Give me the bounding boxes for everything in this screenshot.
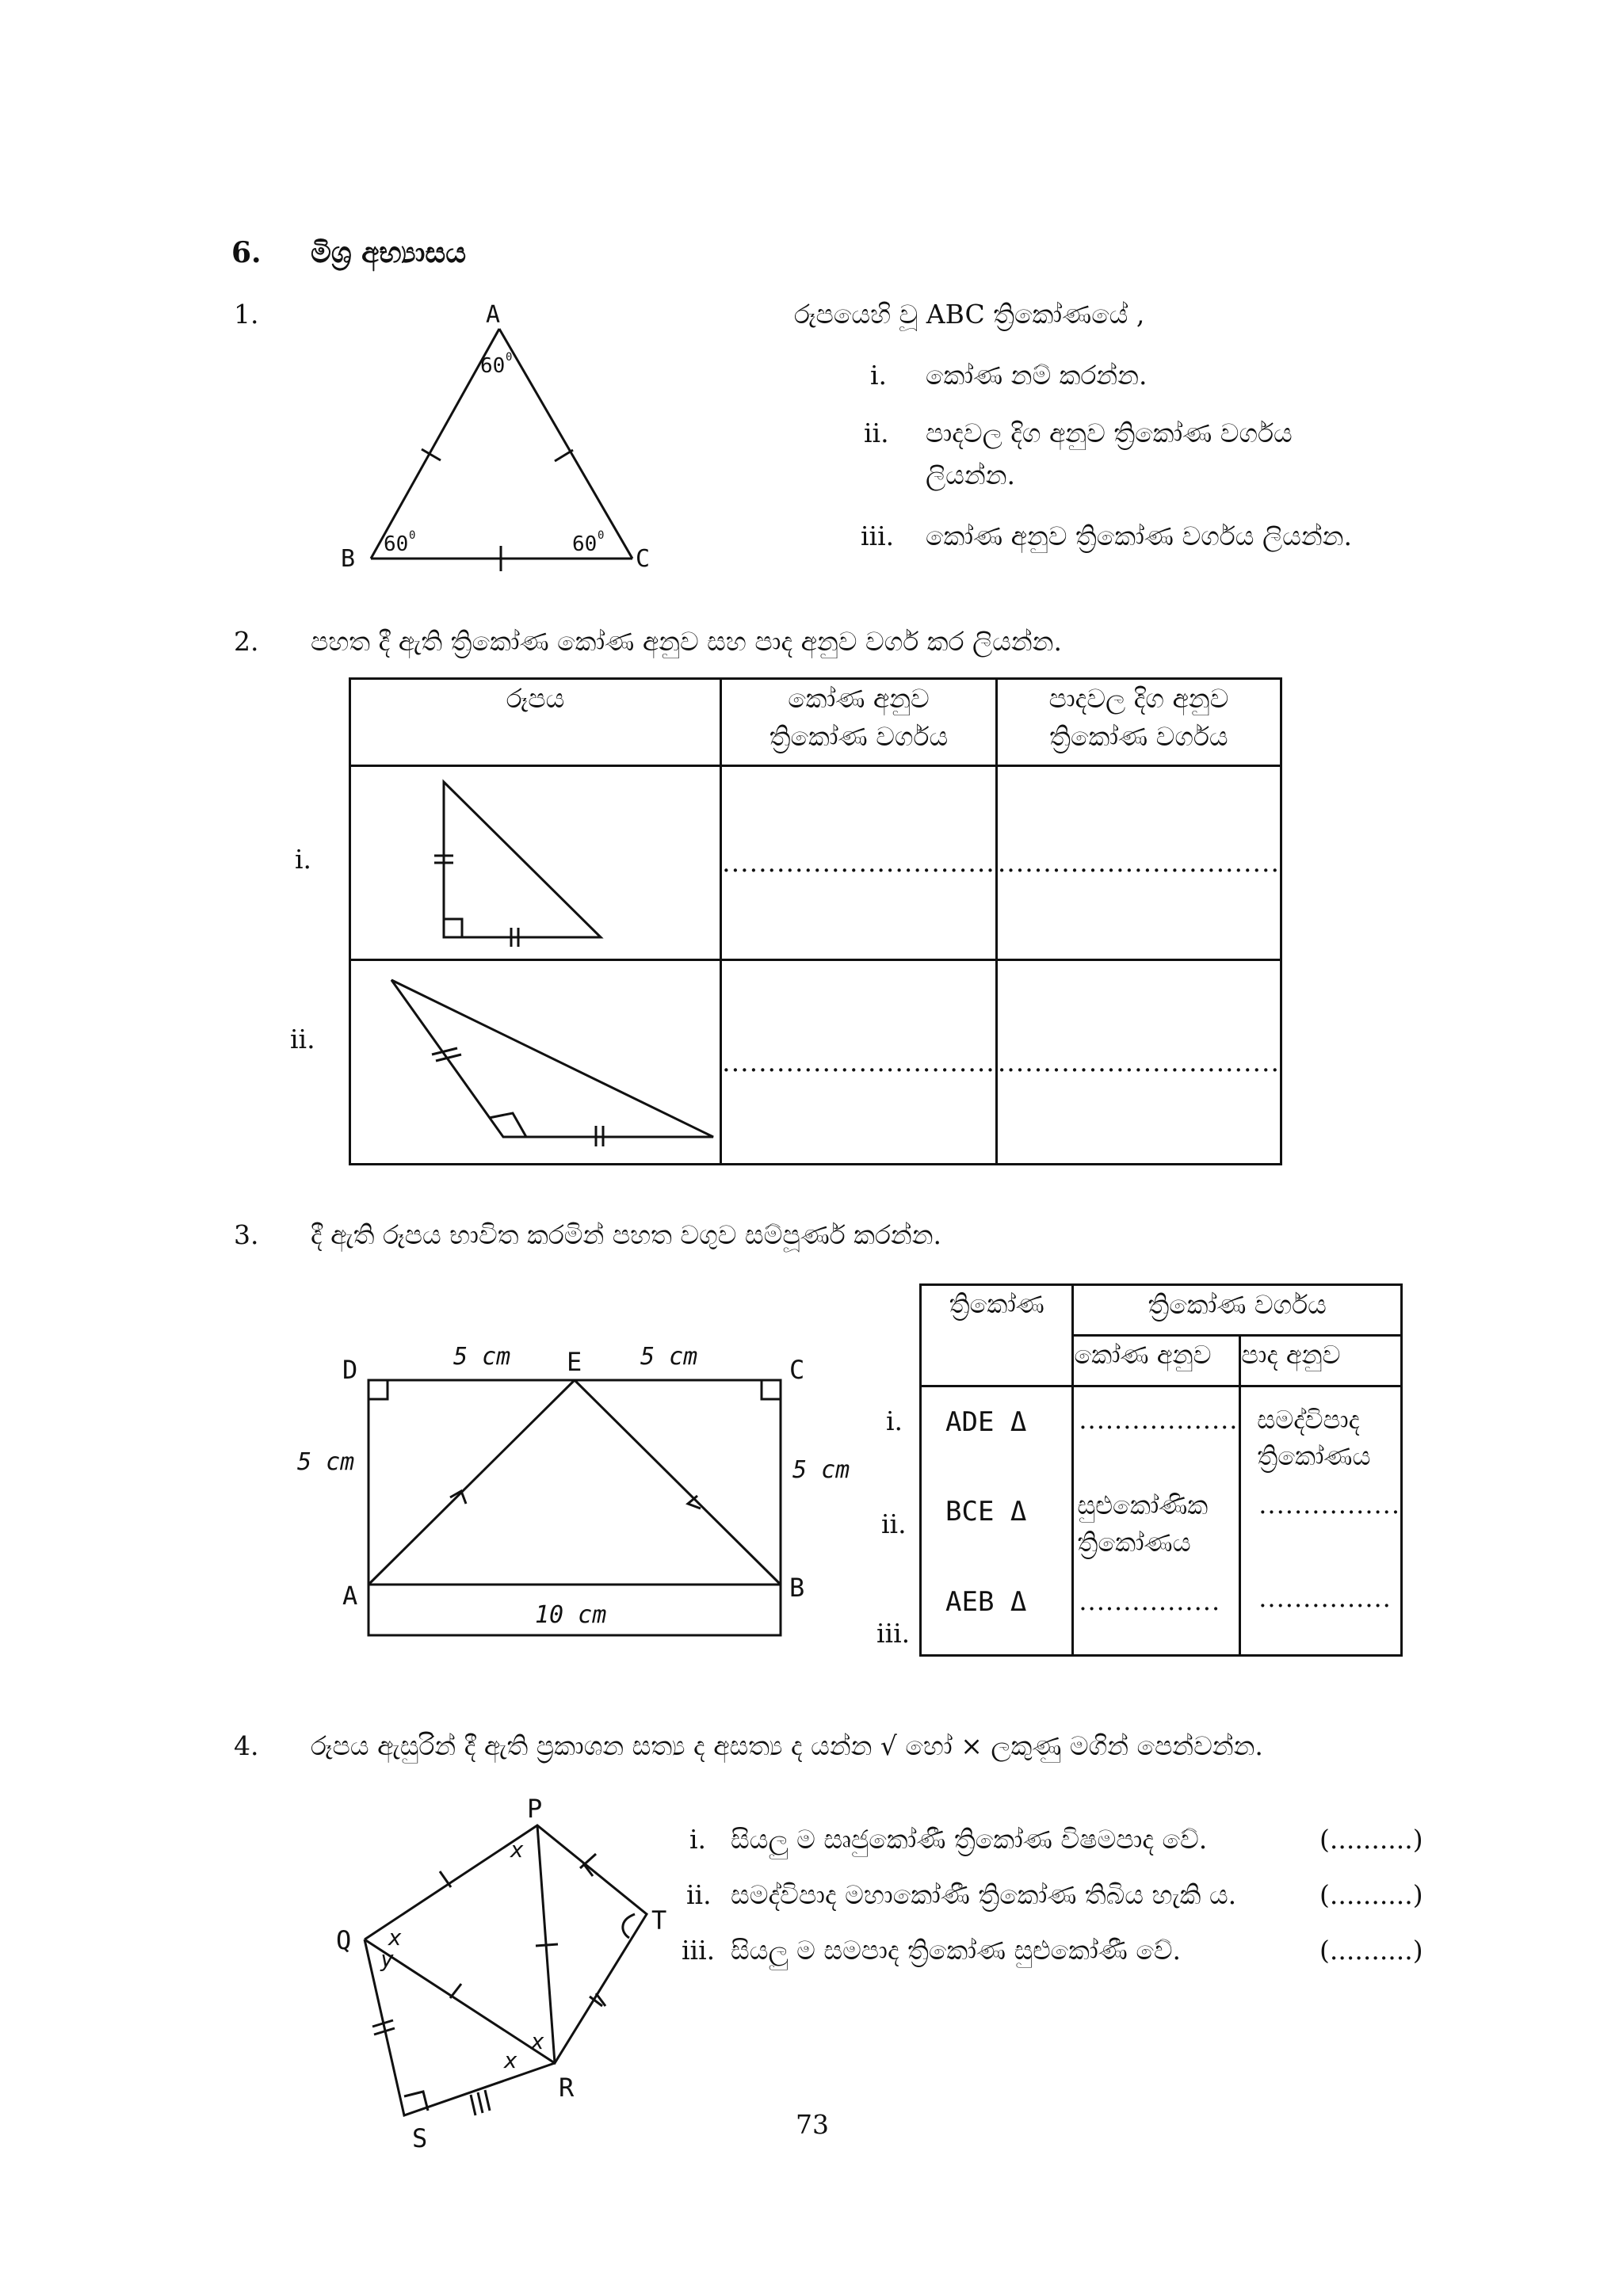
q4-angle-x-p: x — [510, 1836, 524, 1863]
q4-item-label-2: ii. — [686, 1879, 712, 1910]
q3-row-1-triangle: ADE Δ — [945, 1406, 1027, 1438]
q1-angle-c: 60 — [572, 532, 598, 556]
q2-row-1-angle: .............................. — [721, 766, 997, 960]
q1-vertex-a: A — [486, 301, 501, 329]
q2-row-2-side: ............................... — [996, 960, 1281, 1165]
q4-item-blank-1: (..........) — [1319, 1824, 1423, 1855]
q2-row-label-1: i. — [295, 844, 312, 875]
q1-item-text-2: පාදවල දිග අනුව ත්‍රිකෝණ වර්ගය — [926, 418, 1293, 448]
q1-angle-b-deg: 0 — [409, 529, 416, 542]
q2-number: 2. — [234, 626, 259, 657]
q3-row-2-triangle: BCE Δ — [945, 1496, 1027, 1528]
q3-label-ab: 10 cm — [535, 1601, 607, 1629]
q4-number: 4. — [234, 1730, 259, 1761]
q3-row-label-3: iii. — [876, 1618, 911, 1649]
q2-row-label-2: ii. — [290, 1024, 315, 1055]
q1-item-text-3: කෝණ අනුව ත්‍රිකෝණ වර්ගය ලියන්න. — [926, 521, 1352, 551]
q3-header-side: පාද අනුව — [1240, 1336, 1402, 1386]
q3-row-label-1: i. — [886, 1405, 903, 1436]
q1-item-text-2b: ලියන්න. — [926, 460, 1015, 490]
section-number: 6. — [231, 236, 262, 269]
q3-vertex-b: B — [789, 1573, 805, 1603]
q3-row-1-side: සමද්විපාද — [1257, 1405, 1360, 1435]
q4-vertex-t: T — [651, 1905, 667, 1936]
q4-item-text-1: සියලු ම සෘජුකෝණී ත්‍රිකෝණ විෂමපාද වේ. — [731, 1824, 1208, 1855]
q4-quadrilateral-figure — [325, 1783, 674, 2155]
q2-text: පහත දී ඇති ත්‍රිකෝණ කෝණ අනුව සහ පාද අනුව වර්ග කර ලියන්න. — [311, 626, 1062, 657]
q4-item-label-3: iii. — [682, 1935, 716, 1966]
q3-label-bc: 5 cm — [792, 1456, 850, 1484]
q2-header-angle: කෝණ අනුව ත්‍රිකෝණ වර්ගය — [721, 679, 997, 766]
q4-vertex-p: P — [527, 1794, 543, 1824]
q1-angle-b: 60 — [384, 532, 409, 556]
q2-right-triangle — [428, 772, 618, 947]
q2-obtuse-triangle — [380, 971, 729, 1149]
q3-row-3-side: ............... — [1258, 1583, 1392, 1614]
q1-angle-a: 60 — [480, 354, 506, 378]
q3-rectangle-figure — [285, 1331, 864, 1632]
q3-col-side — [1240, 1386, 1402, 1656]
q3-row-1-angle: .................. — [1079, 1405, 1239, 1435]
q4-item-text-2: සමද්විපාද මහාකෝණී ත්‍රිකෝණ තිබිය හැකි ය. — [731, 1879, 1237, 1910]
page-number: 73 — [796, 2109, 829, 2140]
q1-vertex-c: C — [636, 545, 651, 573]
q4-text: රූපය ඇසුරින් දී ඇති ප්‍රකාශන සත්‍ය ද අසත්‍ය ද යන්න √ හෝ × ලකුණු මගින් පෙන්වන්න. — [311, 1730, 1263, 1761]
q3-row-label-2: ii. — [881, 1508, 907, 1539]
q3-vertex-a: A — [342, 1581, 358, 1611]
q2-row-2-angle: .............................. — [721, 960, 997, 1165]
section-title: මිශ්‍ර අභ්‍යාසය — [311, 236, 467, 269]
q3-row-3-triangle: AEB Δ — [945, 1585, 1027, 1618]
q3-row-3-angle: ................ — [1079, 1586, 1221, 1617]
q4-item-label-1: i. — [689, 1824, 707, 1855]
q3-text: දී ඇති රූපය භාවිත කරමින් පහත වගුව සම්පූර්ණ කරන්න. — [311, 1219, 941, 1250]
q1-triangle-figure — [325, 297, 674, 574]
q2-header-figure: රූපය — [350, 679, 721, 766]
q2-header-side: පාදවල දිග අනුව ත්‍රිකෝණ වර්ගය — [996, 679, 1281, 766]
q3-header-angle: කෝණ අනුව — [1073, 1336, 1240, 1386]
q4-vertex-q: Q — [336, 1925, 352, 1955]
q1-intro: රූපයෙහි වූ ABC ත්‍රිකෝණයේ , — [794, 299, 1145, 330]
q4-angle-x-q: x — [388, 1924, 402, 1951]
q1-item-label-2: ii. — [864, 418, 889, 448]
q3-header-triangle: ත්‍රිකෝණ — [921, 1285, 1073, 1386]
q1-vertex-b: B — [341, 545, 356, 573]
q3-row-1-side-b: ත්‍රිකෝණය — [1257, 1441, 1371, 1472]
q3-row-2-angle-b: ත්‍රිකෝණය — [1077, 1527, 1191, 1558]
q4-angle-y-q: y — [380, 1946, 394, 1972]
q3-vertex-d: D — [342, 1355, 358, 1385]
q4-angle-x-r2: x — [504, 2047, 517, 2073]
q3-row-2-side: ................ — [1258, 1489, 1400, 1520]
q3-label-ad: 5 cm — [297, 1448, 355, 1476]
q4-item-text-3: සියලු ම සමපාද ත්‍රිකෝණ සුළුකෝණී වේ. — [731, 1935, 1182, 1966]
q3-col-triangle — [921, 1386, 1073, 1656]
q3-vertex-c: C — [789, 1355, 805, 1385]
q1-angle-a-deg: 0 — [506, 351, 513, 364]
q1-item-text-1: කෝණ නම් කරන්න. — [926, 360, 1148, 391]
q3-label-de: 5 cm — [453, 1343, 511, 1371]
q4-item-blank-3: (..........) — [1319, 1935, 1423, 1966]
q1-item-label-3: iii. — [861, 521, 895, 551]
q4-vertex-r: R — [559, 2073, 575, 2103]
q2-row-1-side: ............................... — [996, 766, 1281, 960]
q1-item-label-1: i. — [870, 360, 888, 391]
q4-vertex-s: S — [412, 2123, 428, 2153]
q1-number: 1. — [234, 299, 259, 330]
q3-row-2-angle: සුළුකෝණික — [1077, 1490, 1209, 1521]
q3-col-angle — [1073, 1386, 1240, 1656]
q3-number: 3. — [234, 1219, 259, 1250]
q1-angle-c-deg: 0 — [598, 529, 605, 542]
q3-vertex-e: E — [567, 1347, 582, 1377]
q3-header-type: ත්‍රිකෝණ වර්ගය — [1073, 1285, 1402, 1336]
q3-table — [919, 1283, 1403, 1657]
q4-item-blank-2: (..........) — [1319, 1879, 1423, 1910]
q4-angle-x-r1: x — [531, 2028, 544, 2054]
q3-label-ec: 5 cm — [640, 1343, 698, 1371]
